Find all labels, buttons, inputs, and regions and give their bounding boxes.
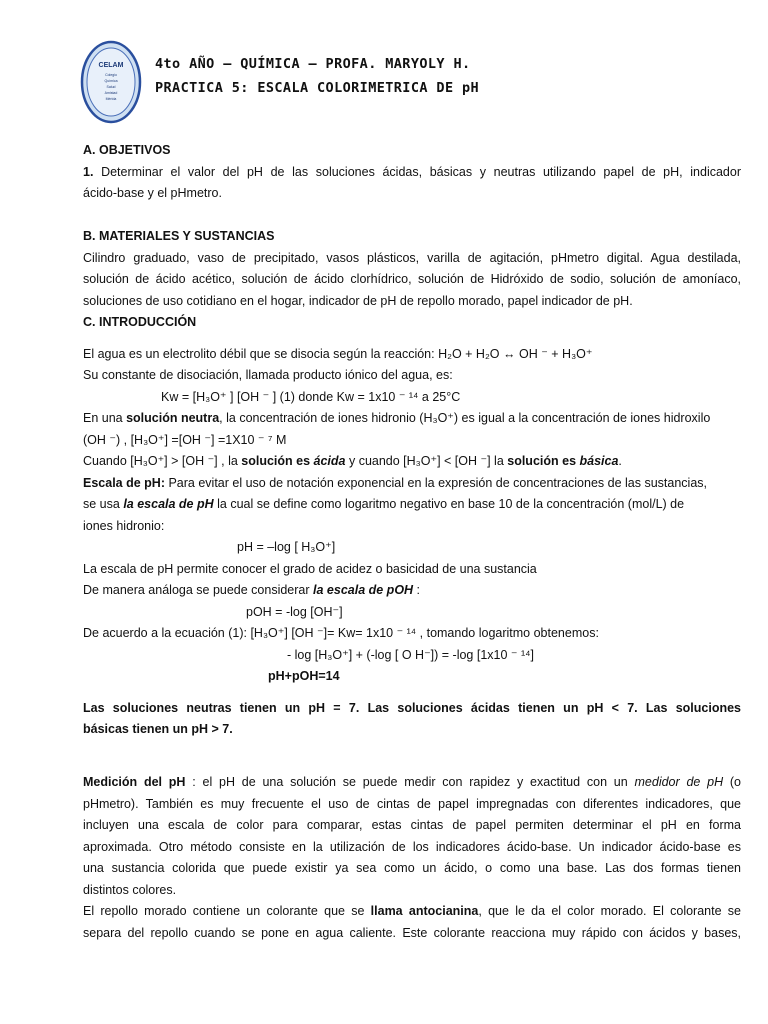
repollo-line: El repollo morado contiene un colorante que se llama antocianina, que le da el color morado. El colorante se (83, 904, 741, 918)
repollo-line-2: separa del repollo cuando se pone en agua caliente. Este colorante reacciona muy rápido con ácidos y bases, (83, 925, 741, 940)
escala-ph-line: Escala de pH: Para evitar el uso de notación exponencial en la expresión de concentraciones de las sustancias, (83, 475, 707, 490)
medicion-line: incluyen una escala de color para comparar, estas cintas de papel permiten determinar el pH en forma (83, 818, 741, 832)
neutra-line-2: (OH ⁻) , [H₃O⁺] =[OH ⁻] =1X10 ⁻ ⁷ M (83, 432, 287, 447)
materiales-line: solución de ácido acético, solución de ácido clorhídrico, solución de Hidróxido de sodio, solución de amoníaco, (83, 272, 741, 286)
svg-text:Amistad: Amistad (104, 91, 118, 95)
header-title: 4to AÑO – QUÍMICA – PROFA. MARYOLY H. (155, 56, 471, 72)
svg-text:Salud: Salud (106, 85, 116, 89)
acuerdo-line: De acuerdo a la ecuación (1): [H₃O⁺] [OH ⁻]= Kw= 1x10 ⁻ ¹⁴ , tomando logaritmo obtenemos: (83, 626, 599, 640)
kw-equation: Kw = [H₃O⁺ ] [OH ⁻ ] (1) donde Kw = 1x10 ⁻ ¹⁴ a 25°C (161, 389, 461, 404)
svg-text:Colegio: Colegio (105, 73, 117, 77)
section-heading-introduccion: C. INTRODUCCIÓN (83, 315, 197, 329)
acid-base-line: Cuando [H₃O⁺] > [OH ⁻] , la solución es ácida y cuando [H₃O⁺] < [OH ⁻] la solución es básica. (83, 454, 622, 468)
medicion-line: pHmetro). También es muy frecuente el uso de cintas de papel impregnadas con diferentes indicadores, que (83, 796, 741, 811)
summary-line-2: básicas tienen un pH > 7. (83, 722, 233, 736)
water-dissociation-line: El agua es un electrolito débil que se disocia según la reacción: H₂O + H₂O ↔ OH ⁻ + H₃O⁺ (83, 346, 593, 361)
objetivo-line: ácido-base y el pHmetro. (83, 186, 222, 200)
section-heading-materiales: B. MATERIALES Y SUSTANCIAS (83, 229, 275, 243)
escala-ph-line-2: se usa la escala de pH la cual se define como logaritmo negativo en base 10 de la concentración (mol/L) de (83, 497, 685, 511)
materiales-line: soluciones de uso cotidiano en el hogar, indicador de pH de repollo morado, papel indicador de pH. (83, 293, 633, 308)
document-body (83, 140, 741, 944)
log-equation: - log [H₃O⁺] + (-log [ O H⁻]) = -log [1x10 ⁻ ¹⁴] (287, 647, 534, 662)
poh-definition: pOH = -log [OH⁻] (246, 604, 343, 619)
svg-text:Mérida: Mérida (105, 97, 117, 101)
neutra-line: En una solución neutra, la concentración de iones hidronio (H₃O⁺) es igual a la concentración de iones hidroxilo (83, 411, 711, 425)
section-heading-objetivos: A. OBJETIVOS (83, 143, 171, 157)
medicion-line: distintos colores. (83, 882, 177, 897)
medicion-line: una sustancia colorida que puede existir ya sea como un ácido, o como una base. Las dos formas tienen (83, 861, 741, 875)
constant-line: Su constante de disociación, llamada producto iónico del agua, es: (83, 368, 453, 382)
ph-definition: pH = –log [ H₃O⁺] (237, 540, 336, 554)
summary-line: Las soluciones neutras tienen un pH = 7. Las soluciones ácidas tienen un pH < 7. Las soluciones (83, 700, 741, 715)
practice-title: PRACTICA 5: ESCALA COLORIMETRICA DE pH (155, 80, 480, 96)
sum-equation: pH+pOH=14 (268, 669, 340, 683)
materiales-line: Cilindro graduado, vaso de precipitado, vasos plásticos, varilla de agitación, pHmetro digital. Agua destilada, (83, 250, 741, 265)
svg-text:Química: Química (104, 79, 118, 83)
analoga-line: De manera análoga se puede considerar la escala de pOH : (83, 583, 421, 597)
objetivo-line: 1. Determinar el valor del pH de las soluciones ácidas, básicas y neutras utilizando papel de pH, indicador (83, 164, 741, 179)
logo-text: CELAM (98, 62, 124, 69)
medicion-line: aproximada. Otro método consiste en la utilización de los indicadores ácido-base. Un indicador ácido-base es (83, 839, 741, 854)
escala-permite-line: La escala de pH permite conocer el grado de acidez o basicidad de una sustancia (83, 561, 537, 576)
medicion-line: Medición del pH : el pH de una solución se puede medir con rapidez y exactitud con un medidor de pH (o (83, 775, 742, 789)
iones-line: iones hidronio: (83, 518, 165, 533)
school-logo (80, 40, 142, 124)
